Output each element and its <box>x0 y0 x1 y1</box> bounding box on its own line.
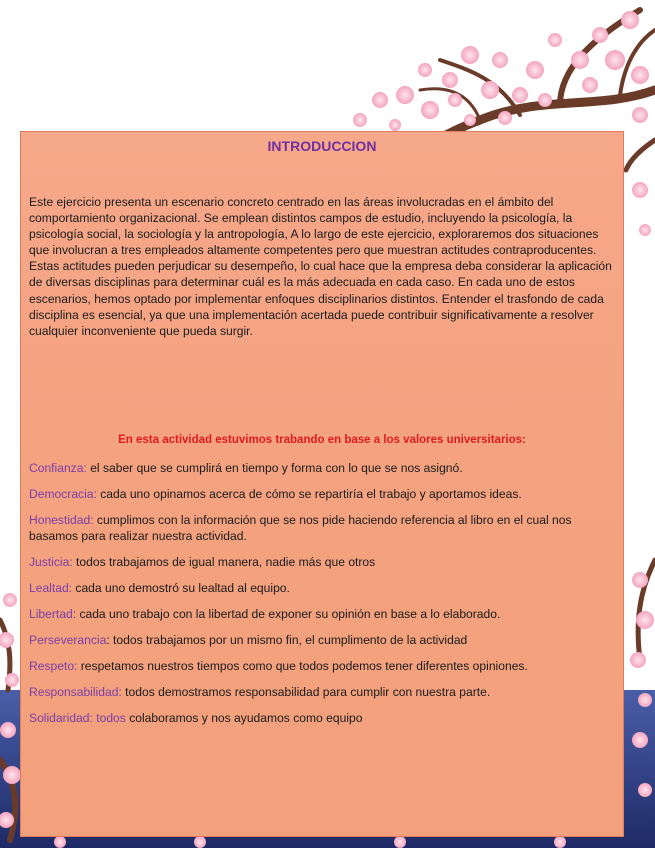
values-subtitle: En esta actividad estuvimos trabando en base a los valores universitarios: <box>118 434 526 446</box>
value-key: Lealtad: <box>29 581 73 595</box>
value-key: Perseverancia <box>29 633 107 647</box>
list-item <box>29 512 614 544</box>
value-key: Responsabilidad: <box>29 685 122 699</box>
intro-paragraph: Este ejercicio presenta un escenario concreto centrado en las áreas involucradas en el ámbito del comportamiento organizacional. Se emplean distintos campos de estudio, incluyendo la psicología, la psicología social, la sociología y la antropología, A lo largo de este ejercicio, exploraremos dos situaciones que involucran a tres empleados altamente competentes pero que muestran actitudes contraproducentes. Estas actitudes pueden perjudicar su desempeño, lo cual hace que la empresa deba considerar la aplicación de diversas disciplinas para determinar cuál es la más adecuada en cada caso. En cada uno de estos escenarios, hemos optado por implementar enfoques disciplinarios distintos. Entender el trasfondo de cada disciplina es esencial, ya que una implementación acertada puede contribuir significativamente a resolver cualquier inconveniente que pueda surgir. <box>29 195 612 338</box>
list-item <box>29 710 614 726</box>
list-item <box>29 684 614 700</box>
list-item <box>29 580 614 596</box>
value-text: el saber que se cumplirá en tiempo y forma con lo que se nos asignó. <box>86 461 463 475</box>
value-text: cumplimos con la información que se nos pide haciendo referencia al libro en el cual nos basamos para realizar nuestra actividad. <box>29 513 572 543</box>
list-item <box>29 554 614 570</box>
value-key: Solidaridad: todos <box>29 711 126 725</box>
content-card <box>20 131 624 837</box>
value-key: Respeto: <box>29 659 78 673</box>
value-key: Libertad: <box>29 607 77 621</box>
value-key: Confianza: <box>29 461 87 475</box>
value-text: respetamos nuestros tiempos como que todos podemos tener diferentes opiniones. <box>77 659 528 673</box>
value-text: cada uno demostró su lealtad al equipo. <box>72 581 290 595</box>
list-item <box>29 632 614 648</box>
value-text: colaboramos y nos ayudamos como equipo <box>125 711 363 725</box>
page-title: INTRODUCCION <box>267 138 377 154</box>
list-item <box>29 486 614 502</box>
list-item <box>29 658 614 674</box>
value-text: : todos trabajamos por un mismo fin, el cumplimento de la actividad <box>106 633 468 647</box>
list-item <box>29 460 614 476</box>
value-text: cada uno opinamos acerca de cómo se repartiría el trabajo y aportamos ideas. <box>96 487 522 501</box>
values-list <box>29 460 614 736</box>
list-item <box>29 606 614 622</box>
value-key: Democracia: <box>29 487 97 501</box>
value-text: todos trabajamos de igual manera, nadie más que otros <box>72 555 376 569</box>
value-key: Justicia: <box>29 555 73 569</box>
value-text: cada uno trabajo con la libertad de exponer su opinión en base a lo elaborado. <box>76 607 501 621</box>
value-text: todos demostramos responsabilidad para cumplir con nuestra parte. <box>121 685 491 699</box>
value-key: Honestidad: <box>29 513 94 527</box>
